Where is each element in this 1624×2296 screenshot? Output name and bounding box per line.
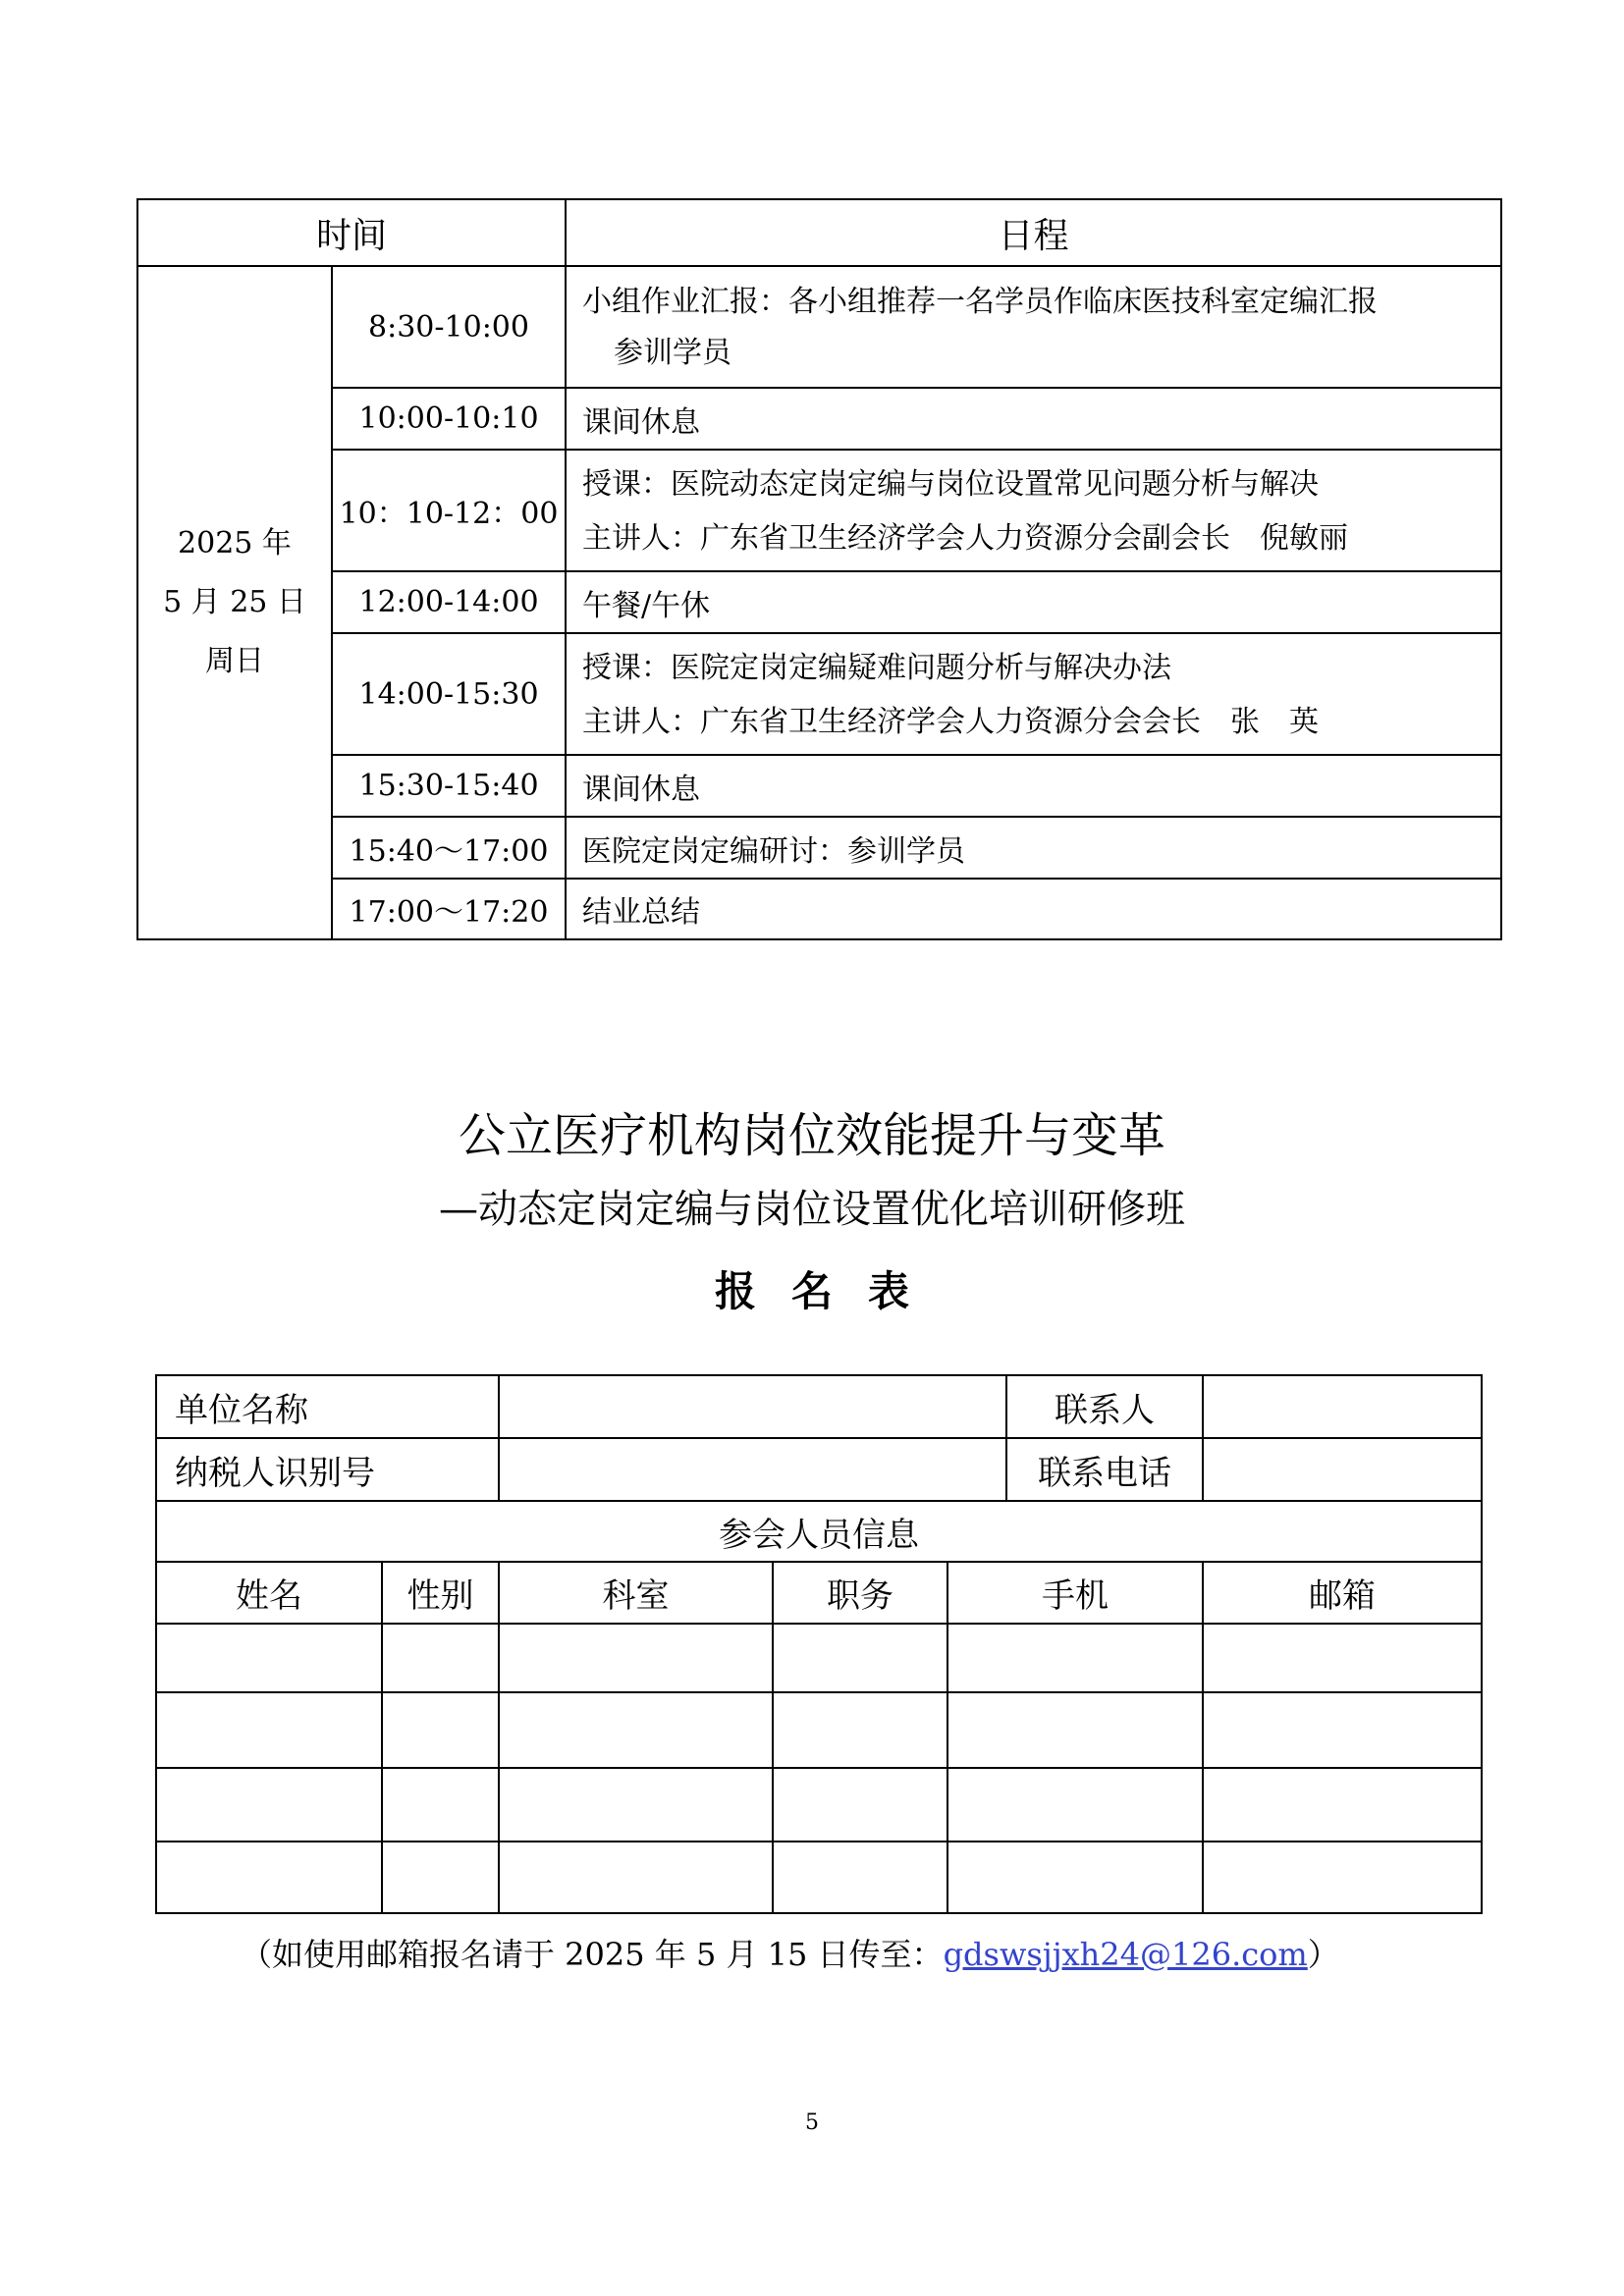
attendee-cell[interactable] bbox=[773, 1692, 947, 1768]
attendee-cell[interactable] bbox=[382, 1692, 499, 1768]
col-gender: 性别 bbox=[382, 1562, 499, 1624]
attendee-cell[interactable] bbox=[156, 1692, 382, 1768]
agenda-item: 午餐/午休 bbox=[566, 571, 1501, 633]
agenda-item bbox=[566, 266, 1501, 388]
contact-field[interactable] bbox=[1203, 1375, 1482, 1438]
agenda-speaker: 参训学员 bbox=[847, 833, 966, 869]
attendee-cell[interactable] bbox=[947, 1692, 1203, 1768]
time-slot: 10：10-12：00 bbox=[332, 450, 566, 571]
date-day: 5 月 25 日 bbox=[163, 585, 306, 619]
attendee-cell[interactable] bbox=[773, 1624, 947, 1692]
col-email: 邮箱 bbox=[1203, 1562, 1482, 1624]
attendee-row bbox=[156, 1692, 1482, 1768]
attendee-cell[interactable] bbox=[499, 1624, 773, 1692]
agenda-speaker: 参训学员 bbox=[614, 336, 732, 370]
header-agenda: 日程 bbox=[566, 199, 1501, 266]
agenda-item bbox=[566, 450, 1501, 571]
page-title: 公立医疗机构岗位效能提升与变革 bbox=[458, 1108, 1165, 1163]
time-slot: 17:00～17:20 bbox=[332, 879, 566, 939]
time-slot: 15:30-15:40 bbox=[332, 755, 566, 817]
agenda-title: 授课：医院定岗定编疑难问题分析与解决办法 bbox=[582, 651, 1172, 685]
time-slot: 15:40～17:00 bbox=[332, 817, 566, 879]
page-subtitle: —动态定岗定编与岗位设置优化培训研修班 bbox=[439, 1187, 1185, 1232]
phone-field[interactable] bbox=[1203, 1438, 1482, 1501]
agenda-item: 结业总结 bbox=[566, 879, 1501, 939]
header-time: 时间 bbox=[137, 199, 566, 266]
attendee-cell[interactable] bbox=[1203, 1842, 1482, 1913]
attendee-cell[interactable] bbox=[382, 1768, 499, 1842]
time-slot: 10:00-10:10 bbox=[332, 388, 566, 450]
page-number: 5 bbox=[805, 2110, 819, 2135]
phone-label: 联系电话 bbox=[1038, 1453, 1172, 1493]
form-title: 报名表 bbox=[714, 1267, 945, 1315]
agenda-title: 小组作业汇报：各小组推荐一名学员作临床医技科室定编汇报 bbox=[582, 285, 1379, 319]
agenda-title: 医院定岗定编研讨： bbox=[582, 833, 848, 869]
attendee-row bbox=[156, 1768, 1482, 1842]
attendee-cell[interactable] bbox=[773, 1768, 947, 1842]
attendee-row bbox=[156, 1842, 1482, 1913]
attendee-cell[interactable] bbox=[382, 1842, 499, 1913]
agenda-speaker: 主讲人：广东省卫生经济学会人力资源分会会长 张 英 bbox=[582, 705, 1320, 739]
col-name: 姓名 bbox=[156, 1562, 382, 1624]
attendee-cell[interactable] bbox=[499, 1768, 773, 1842]
date-weekday: 周日 bbox=[205, 644, 264, 678]
contact-label: 联系人 bbox=[1055, 1390, 1156, 1430]
attendee-cell[interactable] bbox=[156, 1842, 382, 1913]
attendee-cell[interactable] bbox=[947, 1842, 1203, 1913]
col-mobile: 手机 bbox=[947, 1562, 1203, 1624]
agenda-item: 课间休息 bbox=[566, 755, 1501, 817]
agenda-title: 授课：医院动态定岗定编与岗位设置常见问题分析与解决 bbox=[582, 467, 1320, 502]
agenda-item bbox=[566, 817, 1501, 879]
attendee-cell[interactable] bbox=[156, 1624, 382, 1692]
email-link[interactable]: gdswsjjxh24@126.com bbox=[943, 1936, 1308, 1973]
time-slot: 8:30-10:00 bbox=[332, 266, 566, 388]
attendee-cell[interactable] bbox=[499, 1842, 773, 1913]
attendee-cell[interactable] bbox=[947, 1624, 1203, 1692]
submission-note bbox=[241, 1930, 1339, 1975]
attendee-cell[interactable] bbox=[156, 1768, 382, 1842]
attendee-cell[interactable] bbox=[773, 1842, 947, 1913]
tax-id-label: 纳税人识别号 bbox=[156, 1438, 499, 1501]
date-cell bbox=[137, 266, 332, 939]
tax-id-field[interactable] bbox=[499, 1438, 1203, 1501]
attendee-cell[interactable] bbox=[1203, 1768, 1482, 1842]
attendee-cell[interactable] bbox=[947, 1768, 1203, 1842]
note-suffix: ） bbox=[1307, 1936, 1339, 1973]
agenda-item bbox=[566, 633, 1501, 755]
date-year: 2025 年 bbox=[178, 526, 292, 561]
registration-table bbox=[155, 1374, 1483, 1914]
attendee-cell[interactable] bbox=[382, 1624, 499, 1692]
time-slot: 12:00-14:00 bbox=[332, 571, 566, 633]
attendees-header: 参会人员信息 bbox=[156, 1501, 1482, 1562]
attendee-cell[interactable] bbox=[499, 1692, 773, 1768]
col-position: 职务 bbox=[773, 1562, 947, 1624]
schedule-table bbox=[136, 198, 1502, 940]
unit-name-label: 单位名称 bbox=[156, 1375, 499, 1438]
note-prefix: （如使用邮箱报名请于 2025 年 5 月 15 日传至： bbox=[241, 1936, 944, 1973]
agenda-item: 课间休息 bbox=[566, 388, 1501, 450]
time-slot: 14:00-15:30 bbox=[332, 633, 566, 755]
attendee-row bbox=[156, 1624, 1482, 1692]
attendee-cell[interactable] bbox=[1203, 1692, 1482, 1768]
attendee-cell[interactable] bbox=[1203, 1624, 1482, 1692]
col-department: 科室 bbox=[499, 1562, 773, 1624]
unit-name-field[interactable] bbox=[499, 1375, 1203, 1438]
agenda-speaker: 主讲人：广东省卫生经济学会人力资源分会副会长 倪敏丽 bbox=[582, 521, 1349, 556]
